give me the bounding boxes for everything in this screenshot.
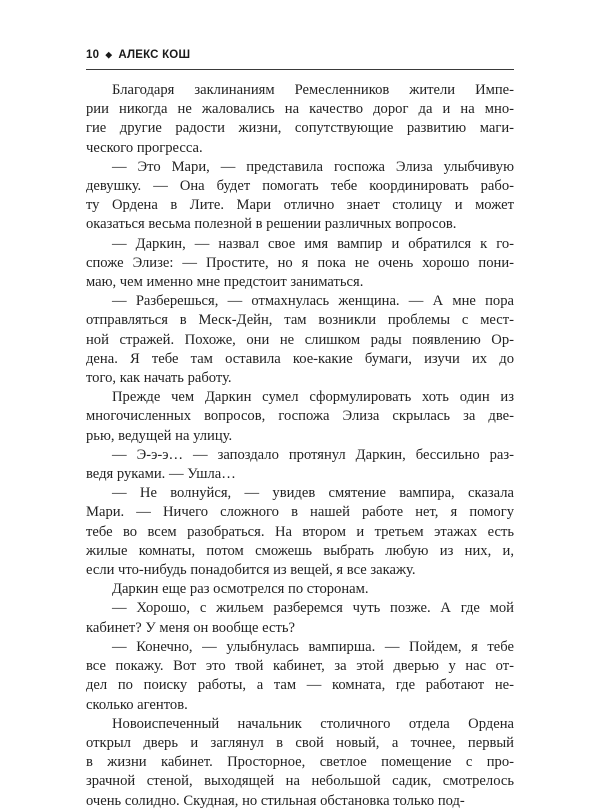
text-line: оказаться весьма полезной в решении различных вопросов. (86, 216, 457, 233)
text-line: споже Элизе: — Простите, но я пока не очень хорошо пони- (86, 254, 514, 271)
running-header (86, 46, 514, 64)
text-line: дена. Я тебе там оставила кое-какие бумаги, изучи их до (86, 350, 514, 367)
text-line: открыл дверь и заглянул в свой новый, а точнее, первый (86, 734, 514, 751)
text-line: зрачной стеной, выходящей на небольшой садик, смотрелось (86, 773, 514, 790)
paragraph (86, 599, 514, 637)
header-rule (86, 69, 514, 70)
text-line: Мари. — Ничего сложного в нашей работе нет, я помогу (86, 504, 514, 521)
text-line: — Даркин, — назвал свое имя вампир и обратился к го- (112, 235, 514, 252)
paragraph (86, 446, 514, 484)
text-line: ведя руками. — Ушла… (86, 466, 236, 483)
text-line: в жизни кабинет. Просторное, светлое помещение с про- (86, 754, 514, 771)
text-line: ту Ордена в Лите. Мари отлично знает столицу и может (86, 197, 514, 214)
text-line: гие другие радости жизни, сопутствующие развитию маги- (86, 120, 514, 137)
paragraph (86, 484, 514, 580)
paragraph (86, 715, 514, 811)
text-line: девушку. — Она будет помогать тебе координировать рабо- (86, 178, 514, 195)
text-line: Прежде чем Даркин сумел сформулировать хоть один из (112, 389, 514, 406)
text-line: тебе во всем разобраться. На втором и третьем этажах есть (86, 523, 514, 540)
body-text (86, 81, 514, 811)
text-line: дел по поиску работы, а там — комната, где работают не- (86, 677, 514, 694)
page-number: 10 (86, 49, 100, 61)
paragraph (86, 158, 514, 235)
text-line: все покажу. Вот это твой кабинет, за этой дверью у нас от- (86, 658, 514, 675)
text-line: отправляться в Меск-Дейн, там возникли проблемы с мест- (86, 312, 514, 329)
text-line: если что-нибудь понадобится из вещей, я все закажу. (86, 562, 416, 579)
text-line: Даркин еще раз осмотрелся по сторонам. (112, 581, 369, 598)
text-line: маю, чем именно мне предстоит заниматься. (86, 274, 364, 291)
diamond-separator-icon: ◆ (105, 49, 113, 59)
text-line: жилые комнаты, потом сможешь выбрать любую из них, и, (86, 542, 514, 559)
text-line: — Конечно, — улыбнулась вампирша. — Пойдем, я тебе (112, 638, 514, 655)
text-line: того, как начать работу. (86, 370, 232, 387)
paragraph (86, 235, 514, 293)
book-page (86, 46, 514, 811)
text-line: ной стражей. Похоже, они не слишком рады появлению Ор- (86, 331, 514, 348)
text-line: — Это Мари, — представила госпожа Элиза улыбчивую (112, 158, 514, 175)
text-line: кабинет? У меня он вообще есть? (86, 619, 295, 636)
paragraph (86, 292, 514, 388)
text-line: рью, ведущей на улицу. (86, 427, 233, 444)
text-line: — Разберешься, — отмахнулась женщина. — А мне пора (112, 293, 514, 310)
text-line: Новоиспеченный начальник столичного отдела Ордена (112, 715, 514, 732)
paragraph (86, 580, 514, 599)
author-name: АЛЕКС КОШ (118, 49, 191, 61)
text-line: — Не волнуйся, — увидев смятение вампира, сказала (112, 485, 514, 502)
paragraph (86, 388, 514, 446)
text-line: сколько агентов. (86, 696, 188, 713)
text-line: очень солидно. Скудная, но стильная обстановка только под- (86, 792, 465, 809)
text-line: ческого прогресса. (86, 139, 203, 156)
text-line: многочисленных вопросов, госпожа Элиза скрылась за две- (86, 408, 514, 425)
text-line: — Э-э-э… — запоздало протянул Даркин, бессильно раз- (112, 446, 514, 463)
paragraph (86, 81, 514, 158)
paragraph (86, 638, 514, 715)
text-line: Благодаря заклинаниям Ремесленников жители Импе- (112, 82, 514, 98)
text-line: рии никогда не жаловались на качество дорог да и на мно- (86, 101, 514, 118)
text-line: — Хорошо, с жильем разберемся чуть позже. А где мой (112, 600, 514, 617)
